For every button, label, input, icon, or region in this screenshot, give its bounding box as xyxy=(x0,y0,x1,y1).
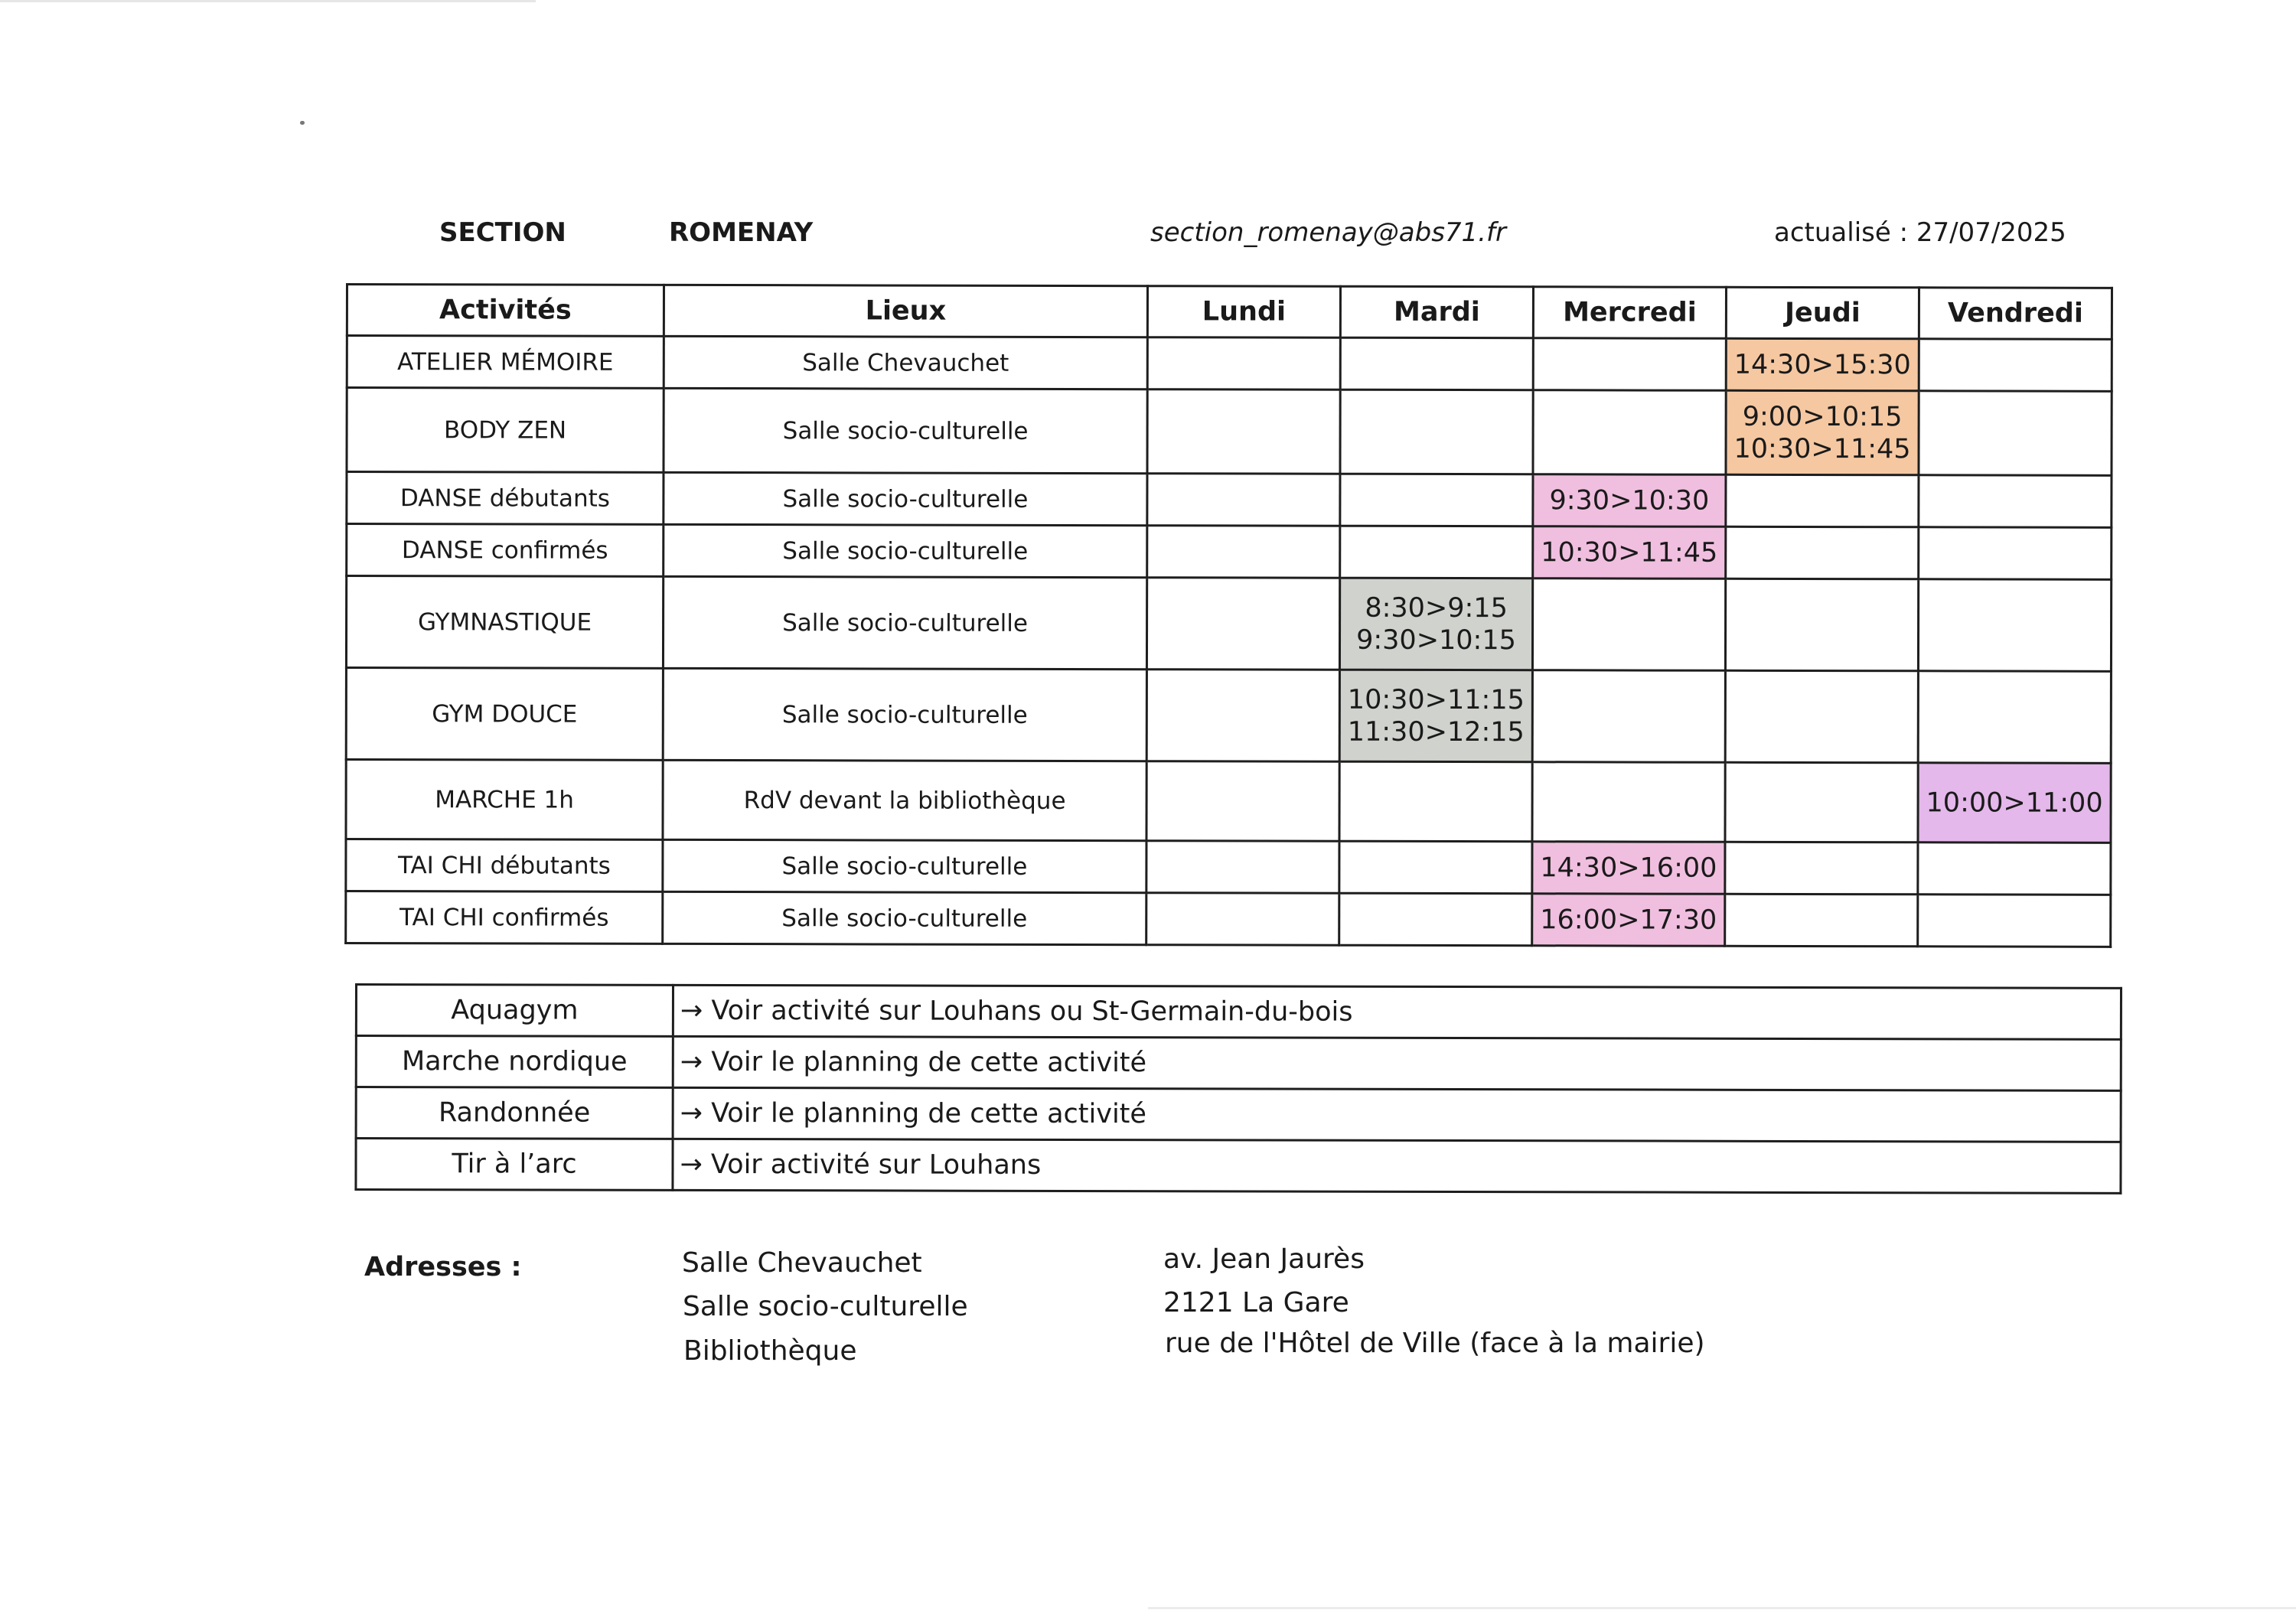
activity-name: MARCHE 1h xyxy=(346,760,663,840)
time-cell-mercredi xyxy=(1533,474,1726,527)
time-slot: 9:30>10:30 xyxy=(1549,484,1710,517)
other-activities-table xyxy=(354,983,2122,1194)
other-activity-note: → Voir le planning de cette activité xyxy=(673,1087,2121,1142)
time-cell-jeudi xyxy=(1725,894,1918,947)
col-header-activites: Activités xyxy=(347,285,664,337)
time-cell-mercredi xyxy=(1532,762,1725,842)
time-slot: 8:30>9:15 xyxy=(1365,592,1508,624)
time-cell-mardi xyxy=(1340,526,1533,578)
address-place: Salle socio-culturelle xyxy=(683,1291,968,1322)
other-activity-name: Marche nordique xyxy=(356,1036,673,1088)
col-header-mercredi: Mercredi xyxy=(1533,287,1726,339)
time-slot: 14:30>15:30 xyxy=(1733,349,1911,380)
time-cell-mercredi xyxy=(1532,842,1725,895)
schedule-table xyxy=(344,283,2113,948)
schedule-row xyxy=(346,760,2111,843)
time-slot: 10:30>11:45 xyxy=(1541,536,1718,569)
schedule-row xyxy=(346,839,2111,895)
time-cell-mardi xyxy=(1339,893,1532,946)
time-cell-vendredi xyxy=(1918,579,2111,672)
address-street: rue de l'Hôtel de Ville (face à la mairie) xyxy=(1165,1328,1705,1359)
activity-name: DANSE débutants xyxy=(347,472,664,525)
schedule-row xyxy=(347,388,2112,476)
time-cell-mercredi xyxy=(1532,578,1725,671)
time-cell-lundi xyxy=(1146,893,1339,946)
activity-place: Salle socio-culturelle xyxy=(663,576,1146,669)
other-activity-note: → Voir activité sur Louhans ou St-Germain-du-bois xyxy=(673,985,2121,1039)
time-cell-lundi xyxy=(1147,526,1340,578)
time-cell-vendredi xyxy=(1918,763,2111,843)
other-activity-name: Aquagym xyxy=(356,985,673,1037)
time-slot: 10:30>11:45 xyxy=(1733,433,1911,464)
schedule-row xyxy=(346,891,2111,947)
address-place: Salle Chevauchet xyxy=(682,1247,922,1279)
col-header-jeudi: Jeudi xyxy=(1726,287,1919,339)
time-cell-vendredi xyxy=(1918,895,2111,947)
schedule-row xyxy=(346,576,2111,672)
time-cell-vendredi xyxy=(1918,671,2111,764)
scan-speck xyxy=(300,121,305,125)
address-street: av. Jean Jaurès xyxy=(1163,1243,1365,1275)
time-cell-jeudi xyxy=(1725,842,1918,895)
time-slot: 9:00>10:15 xyxy=(1742,401,1903,432)
activity-place: Salle socio-culturelle xyxy=(663,839,1146,892)
time-cell-vendredi xyxy=(1919,527,2112,580)
activity-name: ATELIER MÉMOIRE xyxy=(347,336,664,389)
time-cell-mercredi xyxy=(1533,390,1726,475)
other-activity-note: → Voir activité sur Louhans xyxy=(673,1139,2121,1193)
time-slot: 10:30>11:15 xyxy=(1347,684,1525,715)
time-cell-vendredi xyxy=(1919,391,2112,476)
activity-place: Salle socio-culturelle xyxy=(663,891,1146,944)
section-email: section_romenay@abs71.fr xyxy=(1150,217,1506,248)
time-cell-mardi xyxy=(1340,474,1533,526)
time-cell-jeudi xyxy=(1725,670,1918,763)
time-cell-mercredi xyxy=(1533,338,1726,391)
col-header-vendredi: Vendredi xyxy=(1919,288,2112,340)
time-slot: 11:30>12:15 xyxy=(1347,716,1525,748)
section-label: SECTION xyxy=(439,217,566,248)
schedule-row xyxy=(347,336,2112,392)
activity-place: Salle socio-culturelle xyxy=(664,472,1147,525)
scan-edge-bottom xyxy=(1148,1607,2296,1609)
other-activity-note: → Voir le planning de cette activité xyxy=(673,1036,2121,1090)
time-cell-lundi xyxy=(1146,841,1339,894)
schedule-header-row xyxy=(347,285,2112,340)
address-place: Bibliothèque xyxy=(683,1335,857,1367)
time-cell-mardi xyxy=(1339,841,1532,894)
section-name: ROMENAY xyxy=(669,217,814,248)
schedule-row xyxy=(347,524,2112,580)
time-cell-lundi xyxy=(1147,337,1340,390)
time-cell-jeudi xyxy=(1725,762,1918,842)
time-slot: 14:30>16:00 xyxy=(1540,852,1717,884)
time-cell-mercredi xyxy=(1532,670,1725,763)
time-cell-mardi xyxy=(1339,670,1532,762)
schedule-body xyxy=(346,336,2112,947)
time-cell-jeudi xyxy=(1726,390,1919,475)
activity-name: GYMNASTIQUE xyxy=(346,576,663,669)
document-header xyxy=(0,217,2296,256)
activity-name: TAI CHI confirmés xyxy=(346,891,663,944)
time-slot: 10:00>11:00 xyxy=(1926,787,2103,819)
time-cell-lundi xyxy=(1147,389,1340,474)
time-cell-lundi xyxy=(1146,670,1339,762)
addresses-title: Adresses : xyxy=(364,1252,522,1282)
time-cell-vendredi xyxy=(1918,842,2111,895)
time-cell-vendredi xyxy=(1919,339,2112,392)
time-cell-jeudi xyxy=(1726,338,1919,391)
other-activity-row xyxy=(356,1087,2121,1142)
scan-edge-top xyxy=(0,0,536,2)
time-cell-mardi xyxy=(1340,337,1533,390)
activity-place: RdV devant la bibliothèque xyxy=(663,760,1146,840)
updated-date: actualisé : 27/07/2025 xyxy=(1774,217,2066,248)
time-cell-jeudi xyxy=(1725,578,1918,671)
activity-place: Salle socio-culturelle xyxy=(664,524,1147,577)
activity-place: Salle socio-culturelle xyxy=(663,668,1146,761)
time-cell-lundi xyxy=(1147,474,1340,526)
time-cell-mardi xyxy=(1339,761,1532,842)
time-cell-mercredi xyxy=(1533,526,1726,579)
time-cell-lundi xyxy=(1146,761,1339,842)
other-activity-name: Tir à l’arc xyxy=(356,1139,673,1191)
activity-name: BODY ZEN xyxy=(347,388,664,473)
time-cell-mardi xyxy=(1340,389,1533,474)
col-header-mardi: Mardi xyxy=(1340,286,1533,338)
time-cell-lundi xyxy=(1146,578,1339,670)
time-cell-jeudi xyxy=(1726,526,1919,579)
schedule-row xyxy=(347,472,2112,528)
activity-place: Salle socio-culturelle xyxy=(664,388,1147,473)
col-header-lundi: Lundi xyxy=(1147,286,1340,338)
time-cell-vendredi xyxy=(1919,475,2112,528)
activity-place: Salle Chevauchet xyxy=(664,336,1147,389)
other-activity-row xyxy=(356,1139,2121,1194)
other-activity-name: Randonnée xyxy=(356,1087,673,1139)
time-cell-mercredi xyxy=(1532,894,1725,947)
col-header-lieux: Lieux xyxy=(664,285,1147,337)
time-slot: 9:30>10:15 xyxy=(1356,624,1516,656)
activity-name: TAI CHI débutants xyxy=(346,839,663,892)
activity-name: GYM DOUCE xyxy=(346,668,663,761)
other-activity-row xyxy=(356,1036,2121,1091)
time-cell-jeudi xyxy=(1726,474,1919,527)
address-street: 2121 La Gare xyxy=(1163,1287,1349,1318)
time-slot: 16:00>17:30 xyxy=(1540,904,1717,936)
activity-name: DANSE confirmés xyxy=(347,524,664,577)
other-activity-row xyxy=(356,985,2121,1040)
schedule-row xyxy=(346,668,2111,764)
time-cell-mardi xyxy=(1339,578,1532,670)
